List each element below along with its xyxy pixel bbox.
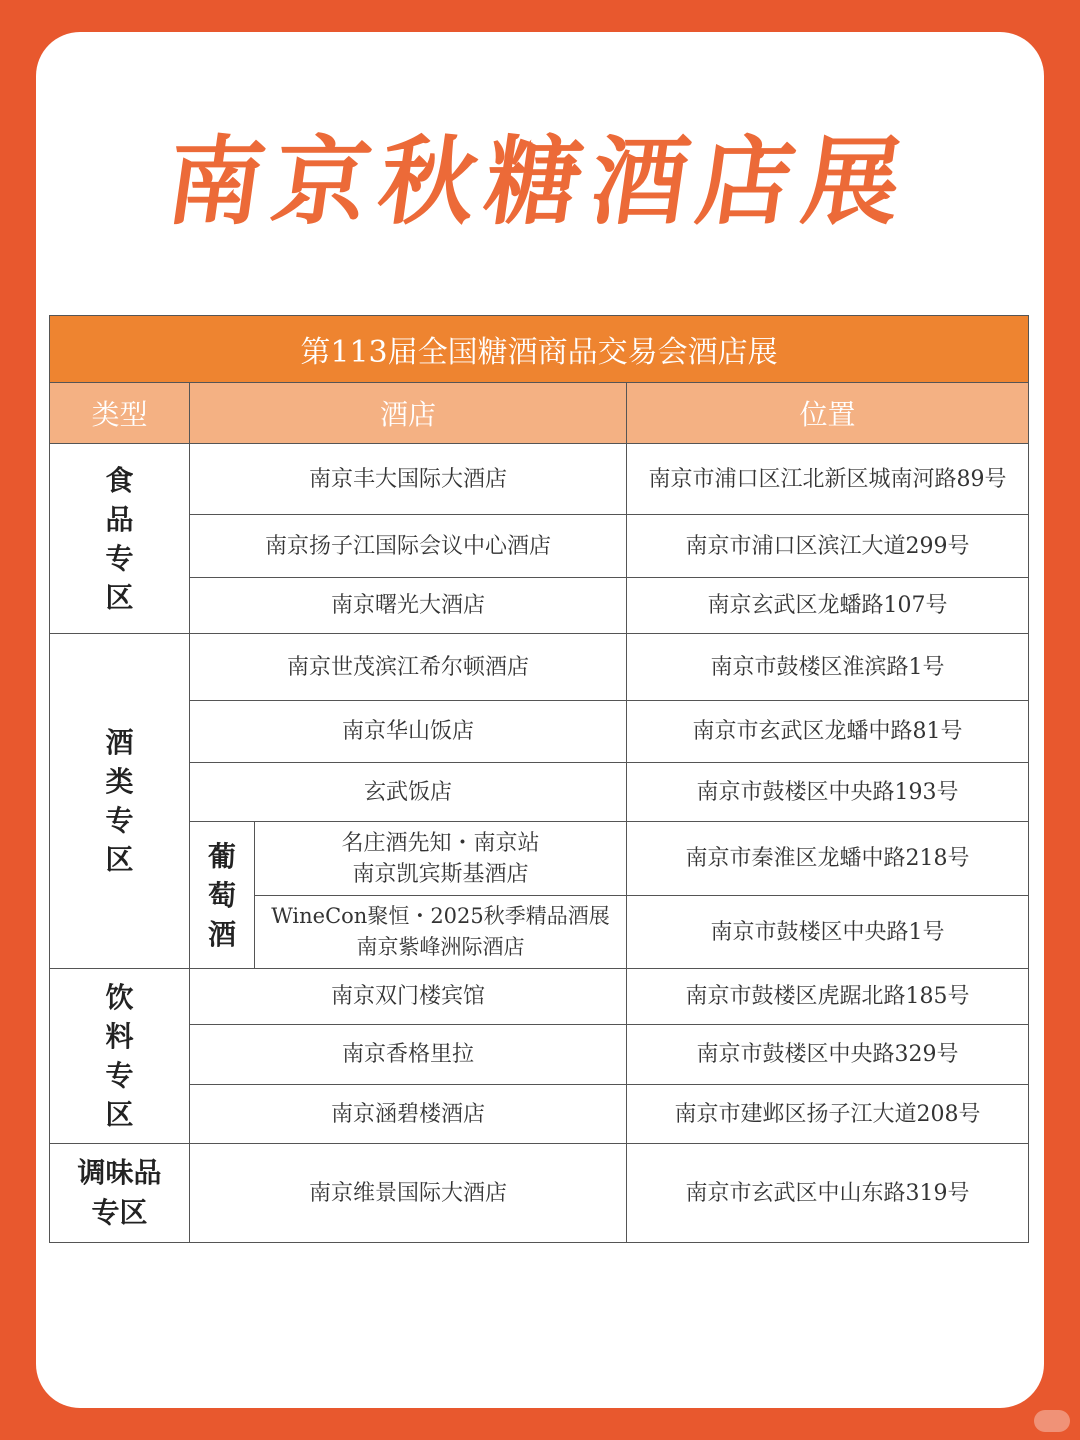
hotel-name: 南京扬子江国际会议中心酒店: [190, 515, 627, 578]
header-type: 类型: [49, 383, 190, 444]
category-char: 专: [105, 804, 134, 837]
category-drink: [49, 969, 190, 1144]
hotel-address: 南京市鼓楼区虎踞北路185号: [627, 969, 1029, 1025]
category-char: 区: [105, 1098, 134, 1131]
hotel-name: 南京双门楼宾馆: [190, 969, 627, 1025]
category-line: 调味品: [77, 1156, 162, 1189]
category-char: 区: [105, 580, 134, 614]
hotel-name: 南京涵碧楼酒店: [190, 1085, 627, 1144]
hotel-name: 南京维景国际大酒店: [190, 1144, 627, 1243]
category-char: 料: [105, 1020, 134, 1053]
category-char: 饮: [105, 981, 134, 1014]
category-char: 食: [105, 463, 134, 497]
hotel-name: 南京丰大国际大酒店: [190, 444, 627, 515]
header-hotel: 酒店: [190, 383, 627, 444]
hotel-address: 南京市鼓楼区中央路1号: [627, 896, 1029, 969]
category-char: 区: [105, 843, 134, 876]
hotel-address: 南京市建邺区扬子江大道208号: [627, 1085, 1029, 1144]
hotel-address: 南京市鼓楼区中央路193号: [627, 763, 1029, 822]
page-title: 南京秋糖酒店展: [160, 126, 918, 238]
hotel-name-line: WineCon聚恒・2025秋季精品酒展: [271, 904, 610, 928]
subcategory-char: 酒: [207, 917, 236, 951]
hotel-name: 南京曙光大酒店: [190, 578, 627, 634]
category-char: 专: [105, 541, 134, 575]
category-char: 酒: [105, 726, 134, 759]
subcategory-char: 葡: [207, 839, 236, 873]
hotel-name: 南京香格里拉: [190, 1025, 627, 1085]
hotel-address: 南京玄武区龙蟠路107号: [627, 578, 1029, 634]
hotel-name-line: 名庄酒先知・南京站: [341, 830, 540, 856]
category-char: 品: [105, 502, 134, 536]
hotel-name: [255, 822, 627, 896]
hotel-name-line: 南京紫峰洲际酒店: [356, 935, 525, 959]
hotel-name: 南京世茂滨江希尔顿酒店: [190, 634, 627, 701]
header-location: 位置: [627, 383, 1029, 444]
hotel-address: 南京市玄武区龙蟠中路81号: [627, 701, 1029, 763]
hotel-name: [255, 896, 627, 969]
category-line: 专区: [91, 1196, 148, 1229]
hotel-address: 南京市浦口区江北新区城南河路89号: [627, 444, 1029, 515]
hotel-address: 南京市秦淮区龙蟠中路218号: [627, 822, 1029, 896]
category-char: 专: [105, 1059, 134, 1092]
category-food: [49, 444, 190, 634]
hotel-address: 南京市浦口区滨江大道299号: [627, 515, 1029, 578]
table-caption: 第113届全国糖酒商品交易会酒店展: [49, 315, 1029, 383]
hotel-name: 南京华山饭店: [190, 701, 627, 763]
category-liquor: [49, 634, 190, 969]
hotel-address: 南京市鼓楼区中央路329号: [627, 1025, 1029, 1085]
subcategory-wine: [190, 822, 255, 969]
subcategory-char: 萄: [207, 878, 236, 912]
hotel-name-line: 南京凯宾斯基酒店: [352, 861, 529, 887]
category-char: 类: [105, 765, 134, 798]
hotel-address: 南京市玄武区中山东路319号: [627, 1144, 1029, 1243]
watermark-badge: [1034, 1410, 1070, 1432]
hotel-name: 玄武饭店: [190, 763, 627, 822]
hotel-address: 南京市鼓楼区淮滨路1号: [627, 634, 1029, 701]
category-seasoning: [49, 1144, 190, 1243]
